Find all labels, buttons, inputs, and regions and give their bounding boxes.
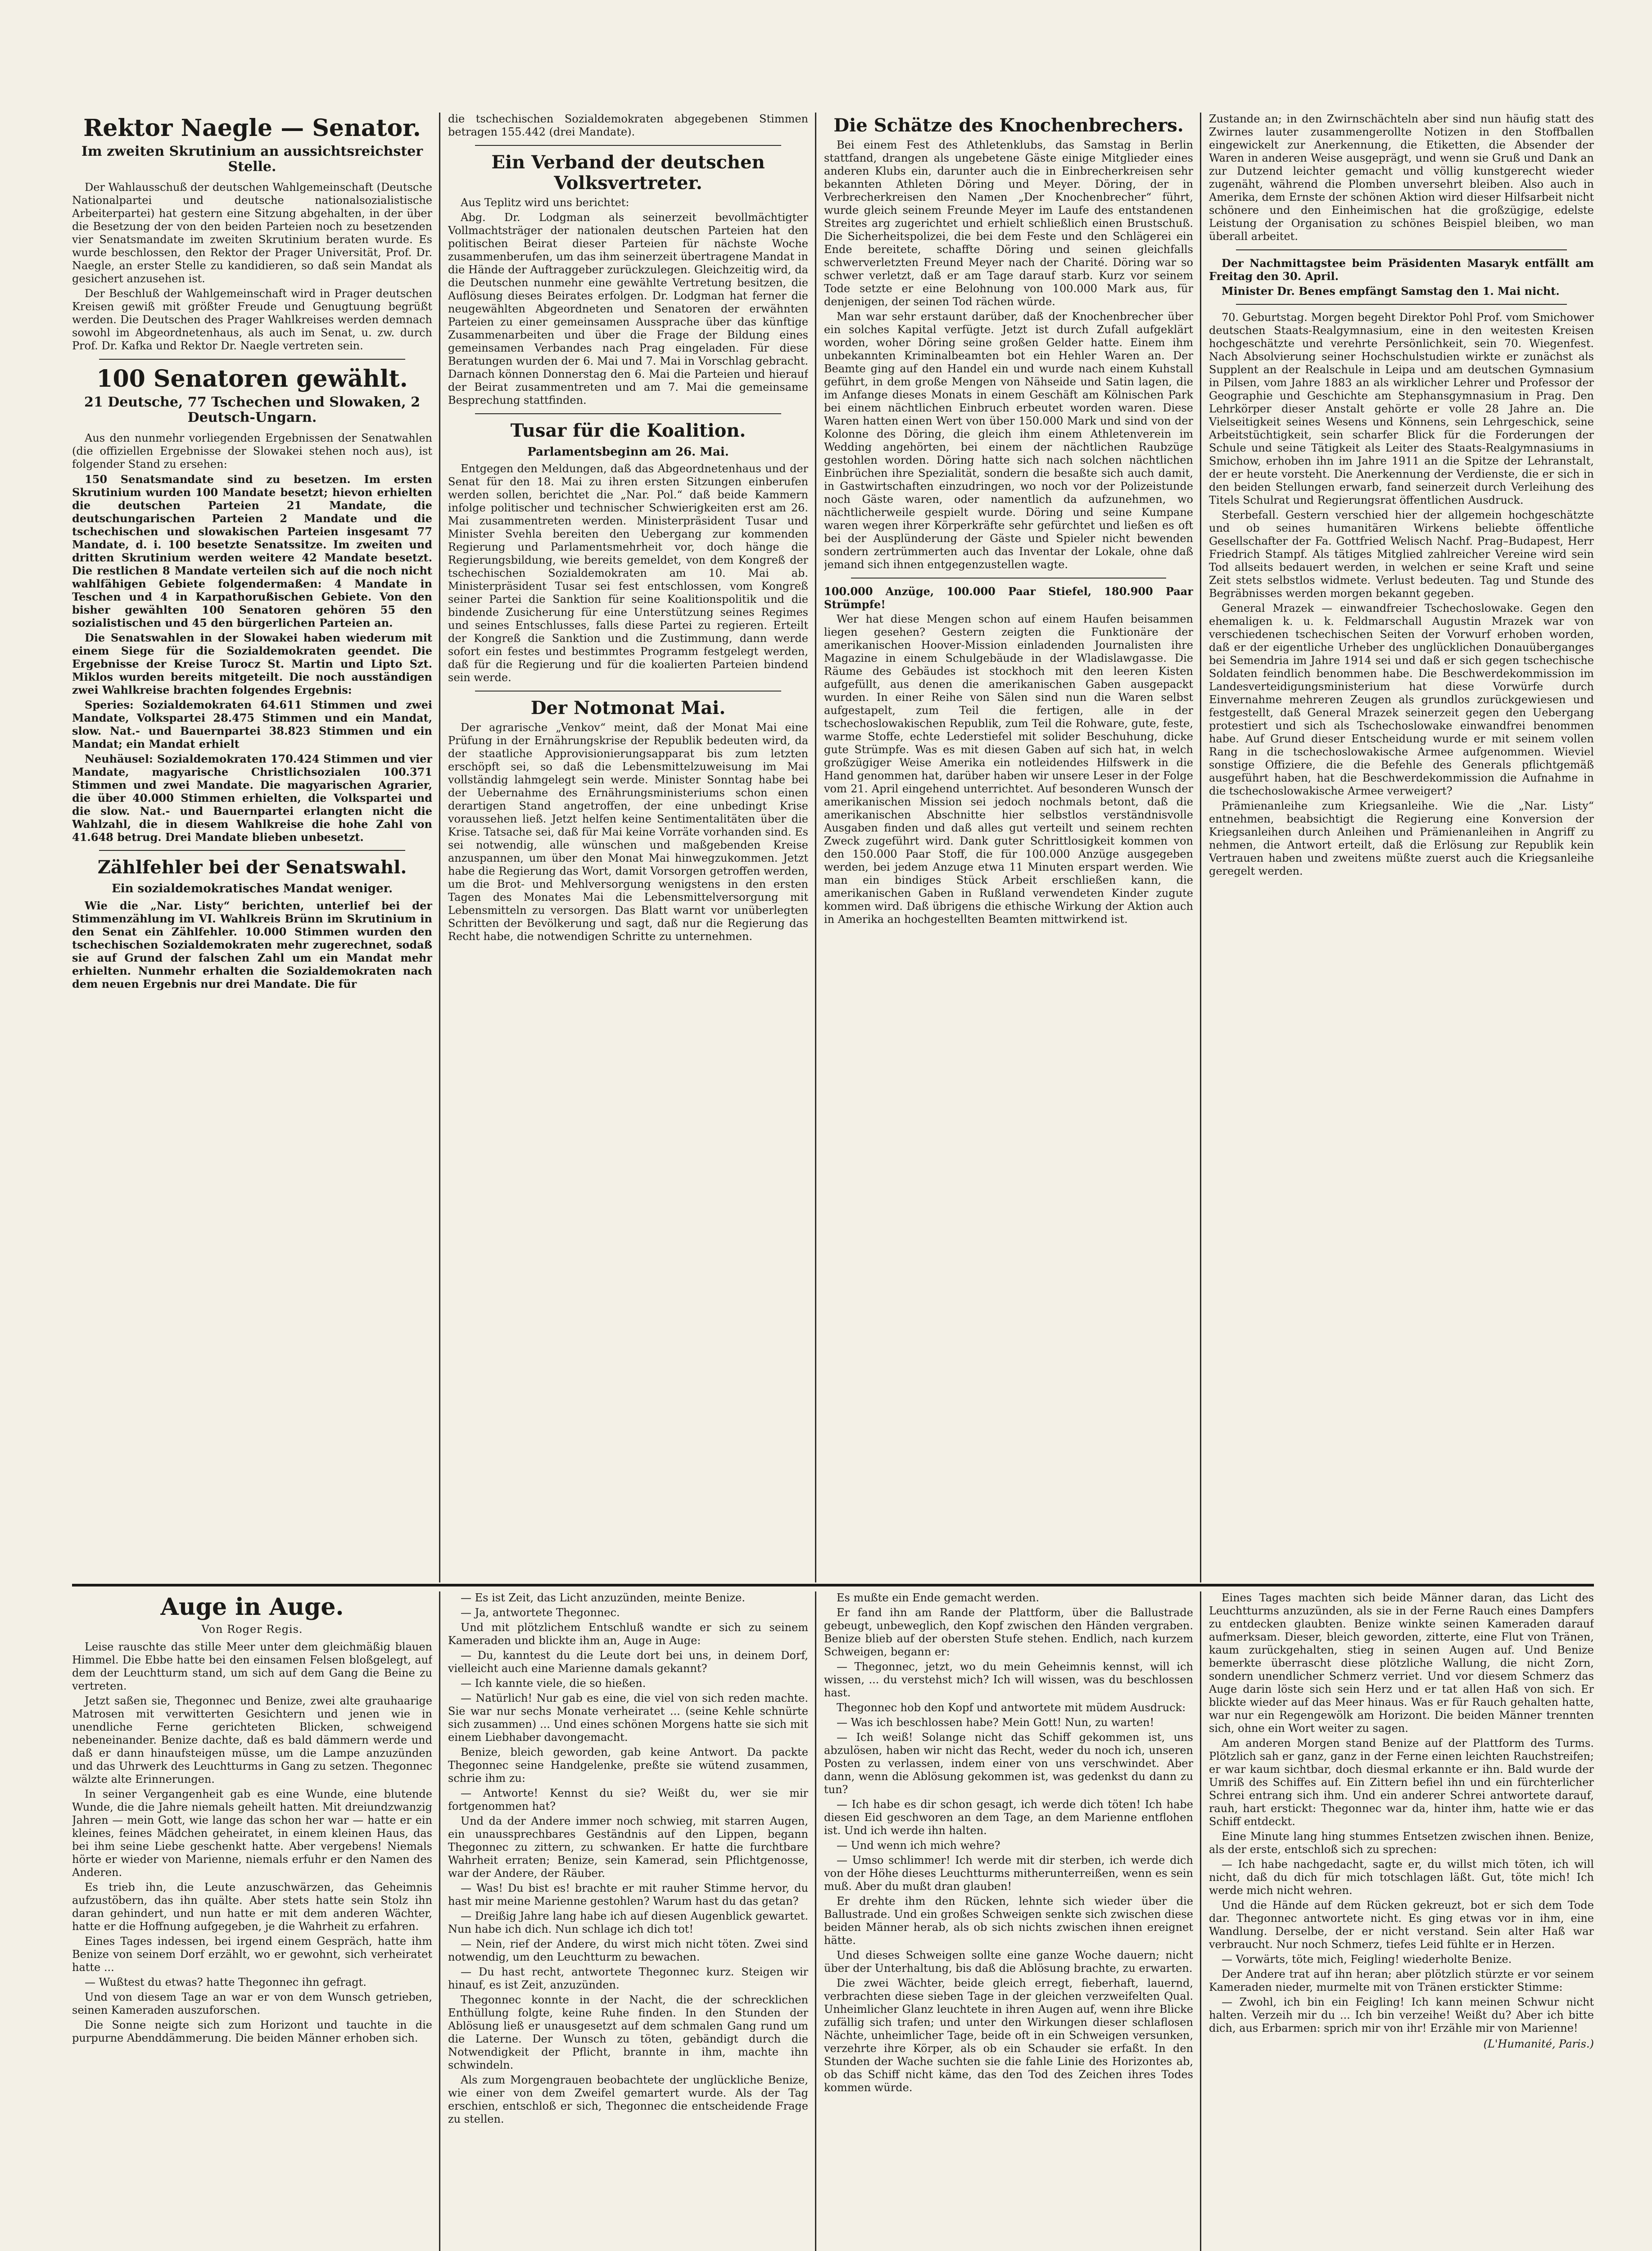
article-paragraph: Wie die „Nar. Listy“ berichten, unterlief bei der Stimmenzählung im VI. Wahlkreis Brünn im Skrutinium in den Senat ein Zählfehler. 10.000 Stimmen wurden den tschechischen Sozialdemokraten mehr zugerechnet, sodaß sie auf Grund der falschen Zahl um ein Mandat mehr erhielten. Nunmehr erhalten die Sozialdemokraten nach dem neuen Ergebnis nur drei Mandate. Die für bbox=[72, 899, 432, 990]
article-paragraph: die tschechischen Sozialdemokraten abgegebenen Stimmen betragen 155.442 (drei Mandate). bbox=[448, 113, 808, 138]
article-paragraph: Aus Teplitz wird uns berichtet: bbox=[461, 196, 629, 209]
story-paragraph: Und dieses Schweigen sollte eine ganze Woche dauern; nicht über der Unterhaltung, bis daß die Ablösung brachte, zu erwarten. bbox=[824, 1949, 1193, 1975]
story-paragraph: — Du hast recht, antwortete Thegonnec kurz. Steigen wir hinauf, es ist Zeit, anzuzünden. bbox=[448, 1966, 808, 1991]
subheadline-100-senatoren: 21 Deutsche, 77 Tschechen und Slowaken, 2 Deutsch-Ungarn. bbox=[84, 394, 420, 425]
story-paragraph: — Thegonnec, jetzt, wo du mein Geheimnis kennst, will ich wissen, ... du verstehst mich? Ich will wissen, was du beschlossen hast. bbox=[824, 1660, 1193, 1699]
column-rule bbox=[439, 113, 440, 1582]
column-rule bbox=[1200, 1591, 1201, 2251]
column-2 bbox=[448, 113, 808, 1582]
article-paragraph: Neuhäusel: Sozialdemokraten 170.424 Stimmen und vier Mandate, magyarische Christlichsozialen 100.371 Stimmen und zwei Mandate. Die magyarischen Agrarier, die über 40.000 Stimmen erhielten, die Volkspartei und die slow. Nat.- und Bauernpartei erlangten nicht die Wahlzahl, die in diesem Wahlkreise die hohe Zahl von 41.648 betrug. Drei Mandate blieben unbesetzt. bbox=[72, 752, 432, 844]
feuilleton-column-3 bbox=[824, 1591, 1193, 2251]
story-paragraph: Eine Minute lang hing stummes Entsetzen zwischen ihnen. Benize, als der erste, entschloß sich zu sprechen: bbox=[1209, 1830, 1594, 1856]
story-paragraph: — Ja, antwortete Thegonnec. bbox=[461, 1606, 620, 1619]
column-rule bbox=[815, 1591, 816, 2251]
story-paragraph: Thegonnec konnte in der Nacht, die der schrecklichen Enthüllung folgte, keine Ruhe finden. In den Stunden der Ablösung ließ er unausgesetzt auf dem schmalen Gang rund um die Laterne. Der Wunsch zu töten, gebändigt durch die Notwendigkeit der Pflicht, brannte in ihm, machte ihn schwindeln. bbox=[448, 1993, 808, 2071]
article-divider bbox=[99, 850, 405, 851]
headline-rektor-naegle: Rektor Naegle — Senator. bbox=[83, 114, 421, 142]
column-3 bbox=[824, 113, 1193, 1582]
story-paragraph: — Umso schlimmer! Ich werde mit dir sterben, ich werde dich von der Höhe dieses Leuchtturms mitherunterreißen, wenn es sein muß. Aber du mußt dran glauben! bbox=[824, 1854, 1193, 1893]
story-source: (L'Humanité, Paris.) bbox=[1483, 2038, 1594, 2050]
story-paragraph: Der Andere trat auf ihn heran; aber plötzlich stürzte er vor seinem Kameraden nieder, murmelte mit von Tränen erstickter Stimme: bbox=[1209, 1968, 1594, 1993]
story-paragraph: — Was ich beschlossen habe? Mein Gott! Nun, zu warten! bbox=[837, 1716, 1154, 1729]
story-paragraph: Es trieb ihn, die Leute anzuschwärzen, das Geheimnis aufzustöbern, das ihn quälte. Aber stets hatte sein Stolz ihn daran gehindert, und nun hatte er mit dem anderen Wächter, hatte er die Hoffnung aufgegeben, je die Wahrheit zu erfahren. bbox=[72, 1881, 432, 1933]
story-paragraph: Und da der Andere immer noch schwieg, mit starren Augen, ein unaussprechbares Geständnis auf den Lippen, begann Thegonnec zu zittern, zu schwanken. Er hatte die furchtbare Wahrheit erraten; Benize, sein Kamerad, sein Pflichtgenosse, war der Andere, der Räuber. bbox=[448, 1815, 808, 1880]
story-paragraph: Er drehte ihm den Rücken, lehnte sich wieder über die Ballustrade. Und ein großes Schweigen senkte sich zwischen diese beiden Männer herab, als ob sich nichts zwischen ihnen ereignet hätte. bbox=[824, 1895, 1193, 1947]
column-1 bbox=[72, 113, 432, 1582]
headline-anzuege: 100.000 Anzüge, 100.000 Paar Stiefel, 180.900 Paar Strümpfe! bbox=[824, 585, 1193, 611]
article-paragraph: General Mrazek — einwandfreier Tschechoslowake. Gegen den ehemaligen k. u. k. Feldmarschall Augustin Mrazek war von verschiedenen tschechischen Seiten der Vorwurf erhoben worden, daß er der eigentliche Urheber des unglücklichen Donauüberganges bei Semendria im Jahre 1914 sei und daß er sich gegen tschechische Soldaten feindlich benommen habe. Die Beschwerdekommission im Landesverteidigungsministerium hat diese Vorwürfe durch Einvernahme mehreren Zeugen als grundlos zurückgewiesen und festgestellt, daß General Mrazek seinerzeit gegen den Uebergang protestiert und sich als Tschechoslowake einwandfrei benommen habe. Auf Grund dieser Entscheidung wurde er mit seinem vollen Rang in die tschechoslowakische Armee aufgenommen. Wieviel sonstige Offiziere, die die Befehle des Generals pflichtgemäß ausgeführt haben, hat die Beschwerdekommission die Aufnahme in die tschechoslowakische Armee verweigert? bbox=[1209, 602, 1594, 797]
story-paragraph: Und mit plötzlichem Entschluß wandte er sich zu seinem Kameraden und blickte ihm an, Auge in Auge: bbox=[448, 1621, 808, 1647]
story-paragraph: In seiner Vergangenheit gab es eine Wunde, eine blutende Wunde, die die Jahre niemals geheilt hatten. Mit dreiundzwanzig Jahren — mein Gott, wie lange das schon her war — hatte er ein kleines, feines Mädchen geheiratet, in einem kleinen Haus, das bei ihm seine Liebe geschenkt hatte. Aber vergebens! Niemals hörte er wieder von Marienne, niemals erfuhr er den Namen des Anderen. bbox=[72, 1788, 432, 1879]
story-paragraph: Und die Hände auf dem Rücken gekreuzt, bot er sich dem Tode dar. Thegonnec antwortete nicht. Es ging etwas vor in ihm, eine Wandlung. Derselbe, der er nicht verstand. Sein alter Haß war verbraucht. Nur noch Schmerz, tiefes Leid fühlte er in Herzen. bbox=[1209, 1899, 1594, 1951]
article-divider bbox=[475, 691, 781, 692]
story-paragraph: Jetzt saßen sie, Thegonnec und Benize, zwei alte grauhaarige Matrosen mit verwitterten Gesichtern und jenen wie in unendliche Ferne gerichteten Blicken, schweigend nebeneinander. Benize dachte, daß es bald dämmern werde und daß er dann hinaufsteigen müsse, um die Lampe anzuzünden und das Uhrwerk des Leuchtturms in Gang zu setzen. Thegonnec wälzte alte Erinnerungen. bbox=[72, 1695, 432, 1785]
story-paragraph: Am anderen Morgen stand Benize auf der Plattform des Turms. Plötzlich sah er ganz, ganz in der Ferne einen leichten Rauchstreifen; er war kaum sichtbar, doch diesmal erkannte er ihn. Bald wurde der Umriß des Schiffes auf. Ein Zittern befiel ihn und ein fürchterlicher Schrei entrang sich ihm. Und ein anderer Schrei antwortete darauf, rauh, hart erstickt: Thegonnec war da, hinter ihm, hatte wie er das Schiff entdeckt. bbox=[1209, 1737, 1594, 1828]
story-paragraph: — Es ist Zeit, das Licht anzuzünden, meinte Benize. bbox=[461, 1591, 745, 1604]
subheadline-rektor-naegle: Im zweiten Skrutinium an aussichtsreichster Stelle. bbox=[81, 144, 423, 175]
story-paragraph: Die Sonne neigte sich zum Horizont und tauchte in die purpurne Abenddämmerung. Die beiden Männer erhoben sich. bbox=[72, 2019, 432, 2044]
article-paragraph: 150 Senatsmandate sind zu besetzen. Im ersten Skrutinium wurden 100 Mandate besetzt; hievon erhielten die deutschen Parteien 21 Mandate, die deutschungarischen Parteien 2 Mandate und die tschechischen und slowakischen Parteien insgesamt 77 Mandate, d. i. 100 besetzte Senatssitze. Im zweiten und dritten Skrutinium werden weitere 42 Mandate besetzt. Die restlichen 8 Mandate verteilen sich auf die noch nicht wahlfähigen Gebiete folgendermaßen: 4 Mandate in Teschen und 4 in Karpathorußischen Gebiete. Von den bisher gewählten 100 Senatoren gehören 55 den sozialistischen und 45 den bürgerlichen Parteien an. bbox=[72, 473, 432, 629]
story-paragraph: Es mußte ein Ende gemacht werden. bbox=[837, 1591, 1039, 1604]
section-divider bbox=[72, 1584, 1594, 1587]
article-paragraph: Sterbefall. Gestern verschied hier der allgemein hochgeschätzte und ob seines humanitären Wirkens beliebte öffentliche Gesellschafter der Fa. Gottfried Welisch Nachf. Prag–Budapest, Herr Friedrich Stampf. Als tätiges Mitglied zahlreicher Vereine wird sein Tod allseits bedauert werden, in welchen er seine Kraft und seine Zeit stets selbstlos widmete. Verlust bedeuten. Tag und Stunde des Begräbnisses werden morgen bekannt gegeben. bbox=[1209, 509, 1594, 600]
story-paragraph: — Dreißig Jahre lang habe ich auf diesen Augenblick gewartet. Nun habe ich dich. Nun schlage ich dich tot! bbox=[448, 1910, 808, 1935]
story-paragraph: Benize, bleich geworden, gab keine Antwort. Da packte Thegonnec seine Handgelenke, preßte sie wütend zusammen, schrie ihm zu: bbox=[448, 1746, 808, 1785]
feuilleton-column-1 bbox=[72, 1591, 432, 2251]
story-paragraph: Eines Tages machten sich beide Männer daran, das Licht des Leuchtturms anzuzünden, als sie in der Ferne Rauch eines Dampfers zu entdecken glaubten. Benize winkte seinen Kameraden darauf aufmerksam. Dieser, bleich geworden, zitterte, eine Flut von Tränen, kaum zurückgehalten, stieg in seinen Augen auf. Und Benize bemerkte überrascht diese plötzliche Wallung, die nicht Zorn, sondern unendlicher Schmerz verriet. Und vor diesem Schmerz das Auge darin löste sich sein Herz und er tat allen Haß von sich. Er blickte wieder auf das Meer hinaus. Was er für Rauch gehalten hatte, war nur ein Regengewölk am Horizont. Die beiden Männer trennten sich, ohne ein Wort weiter zu sagen. bbox=[1209, 1591, 1594, 1735]
story-paragraph: Und von diesem Tage an war er von dem Wunsch getrieben, seinen Kameraden auszuforschen. bbox=[72, 1991, 432, 2016]
story-paragraph: — Ich habe nachgedacht, sagte er, du willst mich töten, ich will nicht, daß du dich für mich totschlagen läßt. Gut, töte mich! Ich werde mich nicht wehren. bbox=[1209, 1858, 1594, 1897]
story-paragraph: — Vorwärts, töte mich, Feigling! wiederholte Benize. bbox=[1222, 1953, 1512, 1966]
article-paragraph: Der Beschluß der Wahlgemeinschaft wird in Prager deutschen Kreisen gewiß mit größter Freude und Genugtuung begrüßt werden. Die Deutschen des Prager Wahlkreises werden demnach sowohl im Abgeordnetenhaus, als auch im Senat, u. zw. durch Prof. Dr. Kafka und Rektor Dr. Naegle vertreten sein. bbox=[72, 287, 432, 352]
story-paragraph: Thegonnec hob den Kopf und antwortete mit müdem Ausdruck: bbox=[837, 1701, 1186, 1714]
story-paragraph: — Du, kanntest du die Leute dort bei uns, in deinem Dorf, vielleicht auch eine Marienne damals gekannt? bbox=[448, 1649, 808, 1675]
headline-verband: Ein Verband der deutschen Volksvertreter. bbox=[491, 152, 765, 194]
article-divider bbox=[1236, 304, 1567, 305]
story-paragraph: — Wußtest du etwas? hatte Thegonnec ihn gefragt. bbox=[85, 1976, 367, 1989]
feuilleton-section bbox=[72, 1591, 1594, 2251]
story-paragraph: — Was! Du bist es! brachte er mit rauher Stimme hervor, du hast mir meine Marienne gestohlen? Warum hast du das getan? bbox=[448, 1882, 808, 1907]
headline-100-senatoren: 100 Senatoren gewählt. bbox=[96, 365, 408, 393]
article-divider bbox=[851, 578, 1166, 579]
feuilleton-title: Auge in Auge. bbox=[160, 1593, 344, 1621]
article-paragraph: 70. Geburtstag. Morgen begeht Direktor Pohl Prof. vom Smichower deutschen Staats-Realgymnasium, eine in den weitesten Kreisen hochgeschätzte und verehrte Persönlichkeit, sein 70. Wiegenfest. Nach Absolvierung seiner Hochschulstudien wirkte er zunächst als Supplent an der Realschule in Leipa und am deutschen Gymnasium in Pilsen, vom Jahre 1883 an als wirklicher Lehrer und Professor der Geographie und Geschichte am Stephansgymnasium in Prag. Den Lehrkörper dieser Anstalt gehörte er volle 28 Jahre an. Die Vielseitigkeit seines Wesens und Könnens, sein Lehrgeschick, seine Arbeitstüchtigkeit, sein scharfer Blick für die Forderungen der Schule und seine Tätigkeit als Leiter des Staats-Realgymnasiums in Smichow, erhoben ihn im Jahre 1911 an die Spitze der Lehranstalt, der er heute vorsteht. Die Anerkennung der Verdienste, die er sich in den beiden Stellungen erwarb, fand seinerzeit durch Verleihung des Titels Schulrat und Regierungsrat öffentlichen Ausdruck. bbox=[1209, 311, 1594, 506]
article-paragraph: Entgegen den Meldungen, daß das Abgeordnetenhaus und der Senat für den 18. Mai zu ihren ersten Sitzungen einberufen werden sollen, berichtet die „Nar. Pol.“ daß beide Kammern infolge politischer und technischer Schwierigkeiten erst am 26. Mai zusammentreten werden. Ministerpräsident Tusar und Minister Svehla bereiten den Uebergang zur kommenden Regierung und Parlamentsmehrheit vor, doch hänge die Regierungsbildung, wie bereits gemeldet, von dem Kongreß der tschechischen Sozialdemokraten am 10. Mai ab. Ministerpräsident Tusar sei fest entschlossen, vom Kongreß seiner Partei die Sanktion für seine Koalitionspolitik und die bindende Zusicherung für eine Unterstützung seines Regimes und seines Entschlusses, falls diese Partei zu regieren. Erteilt der Kongreß die Sanktion und die Zustimmung, dann werde sofort ein festes und bestimmtes Programm festgelegt werden, daß für die Regierung und für die koalierten Parteien bindend sein werde. bbox=[448, 462, 808, 684]
story-paragraph: Leise rauschte das stille Meer unter dem gleichmäßig blauen Himmel. Die Ebbe hatte bei den einsamen Felsen bloßgelegt, auf dem der Leuchtturm stand, um sich auf dem Gang die Beine zu vertreten. bbox=[72, 1641, 432, 1692]
article-divider bbox=[1236, 249, 1567, 250]
story-paragraph: — Ich weiß! Solange nicht das Schiff gekommen ist, uns abzulösen, haben wir nicht das Recht, weder du noch ich, unseren Posten zu verlassen, indem einer von uns verschwindet. Aber dann, wenn die Ablösung gekommen ist, was gedenkst du dann zu tun? bbox=[824, 1731, 1193, 1796]
notice-paragraph: Der Nachmittagstee beim Präsidenten Masaryk entfällt am Freitag den 30. April. bbox=[1209, 257, 1594, 283]
article-paragraph: Wer hat diese Mengen schon auf einem Haufen beisammen liegen gesehen? Gestern zeigten die Funktionäre der amerikanischen Hoover-Mission einladenden Journalisten ihre Magazine in einem Schulgebäude in der Wladislawgasse. Die Räume des Gebäudes ist stockhoch mit den leeren Kisten aufgefüllt, aus denen die amerikanischen Gaben ausgepackt wurden. In einer Reihe von Sälen sind nun die Waren selbst aufgestapelt, zum Teil die fertigen, alle in der tschechoslowakischen Republik, zum Teil die Rohware, gute, feste, warme Stoffe, echte Lederstiefel mit solider Beschuhung, dicke gute Strümpfe. Was es mit diesen Gaben auf sich hat, in welch großzügiger Weise Amerika ein notleidendes Hilfswerk in die Hand genommen hat, darüber haben wir unsere Leser in der Folge vom 21. April eingehend unterrichtet. Auf besonderen Wunsch der amerikanischen Mission sei jedoch nochmals betont, daß die amerikanischen Abschnitte hier selbstlos verständnisvolle Ausgaben finden und daß alles gut verteilt und seinem rechten Zweck zugeführt wird. Dank guter Schrittlosigkeit kommen von den 150.000 Paar Stoff, die für 100.000 Anzüge ausgegeben werden, bei jedem Anzuge etwa 11 Minuten erspart werden. Wie man ein bindiges Stück Arbeit erschließen kann, die amerikanischen Gaben in Rußland verwendeten Kinder zugute kommen wird. Daß übrigens die ethische Wirkung der Aktion auch in Amerika an hochgestellten Beamten mittwirkend ist. bbox=[824, 613, 1193, 926]
feuilleton-column-2 bbox=[448, 1591, 808, 2251]
story-paragraph: — Nein, rief der Andere, du wirst mich nicht töten. Zwei sind notwendig, um den Leuchtturm zu bewachen. bbox=[448, 1938, 808, 1963]
story-paragraph: — Ich kannte viele, die so hießen. bbox=[461, 1677, 646, 1690]
article-paragraph: Prämienanleihe zum Kriegsanleihe. Wie die „Nar. Listy“ entnehmen, beabsichtigt die Regierung eine Konversion der Kriegsanleihen durch Anleihen und Prämienanleihen in Angriff zu nehmen, die Antwort erteilt, daß die Erlösung zur Republik kein Vertrauen haben und zweitens müßte zuerst auch die Kriegsanleihe geregelt werden. bbox=[1209, 800, 1594, 877]
article-paragraph: Die Senatswahlen in der Slowakei haben wiederum mit einem Siege für die Sozialdemokraten geendet. Die Ergebnisse der Kreise Turocz St. Martin und Lipto Szt. Miklos wurden bereits mitgeteilt. Die noch ausständigen zwei Wahlkreise brachten folgendes Ergebnis: bbox=[72, 631, 432, 696]
feuilleton-author: Von Roger Regis. bbox=[201, 1623, 303, 1636]
article-paragraph: Zustande an; in den Zwirnschächteln aber sind nun häufig statt des Zwirnes lauter zusammengerollte Notizen in den Stoffballen eingewickelt zur Anerkennung, die Etiketten, die Absender der Waren in anderen Weise ausgeprägt, und wenn sie Gruß und Dank an zur Dutzend leichter gemacht und völlig kunstgerecht wieder zugenäht, während die Plomben unversehrt bleiben. Also auch in Amerika, dem Ernste der schönen Aktion wird dieser Hilfsarbeit nicht schönere und den Einheimischen hat die großzügige, edelste Leistung der Organisation zu schönes Beispiel bleiben, wo man überall arbeitet. bbox=[1209, 113, 1594, 243]
story-paragraph: — Natürlich! Nur gab es eine, die viel von sich reden machte. Sie war nur sechs Monate verheiratet ... (seine Kehle schnürte sich zusammen) ... Und eines schönen Morgens hatte sie sich mit einem Liebhaber davongemacht. bbox=[448, 1692, 808, 1744]
subheadline-tusar: Parlamentsbeginn am 26. Mai. bbox=[527, 445, 729, 459]
headline-tusar: Tusar für die Koalition. bbox=[510, 420, 746, 441]
notice-paragraph: Minister Dr. Benes empfängt Samstag den 1. Mai nicht. bbox=[1222, 285, 1560, 298]
article-divider bbox=[99, 359, 405, 360]
article-paragraph: Abg. Dr. Lodgman als seinerzeit bevollmächtigter Vollmachtsträger der nationalen deutschen Parteien hat den politischen Beirat dieser Parteien für nächste Woche zusammenberufen, um das ihm seinerzeit übertragene Mandat in die Hände der Auftraggeber zurückzulegen. Gleichzeitig wird, da die Deutschen nunmehr eine gewählte Vertretung besitzen, die Auflösung dieses Beirates erfolgen. Dr. Lodgman hat ferner die neugewählten Abgeordneten und Senatoren der erwähnten Parteien zu einer gemeinsamen Aussprache über das künftige Zusammenarbeiten und über die Frage der Bildung eines gemeinsamen Verbandes nach Prag eingeladen. Für diese Beratungen wurden der 6. Mai und 7. Mai in Vorschlag gebracht. Darnach können Donnerstag den 6. Mai die Parteien und hierauf der Beirat zusammentreten und am 7. Mai die gemeinsame Besprechung stattfinden. bbox=[448, 211, 808, 407]
story-paragraph: — Antworte! Kennst du sie? Weißt du, wer sie mir fortgenommen hat? bbox=[448, 1787, 808, 1813]
feuilleton-column-4 bbox=[1209, 1591, 1594, 2251]
article-paragraph: Man war sehr erstaunt darüber, daß der Knochenbrecher über ein solches Kapital verfügte. Jetzt ist durch Zufall aufgeklärt worden, woher Döring seine großen Gelder hatte. Einem ihm unbekannten Kriminalbeamten bot ein Hehler Waren an. Der Beamte ging auf den Handel ein und wurde nach einem Kuhstall geführt, in dem große Mengen von Nähseide und Satin lagen, die im Anfange dieses Monats in einem Geschäft am Kölnischen Park bei einem nächtlichen Einbruch erbeutet worden waren. Diese Waren hatten einen Wert von über 150.000 Mark und sind von der Kolonne des Döring, die gleich ihm einem Athletenverein im Wedding angehörten, bei einem der nächtlichen Raubzüge gestohlen worden. Döring hatte sich nach solchen nächtlichen Einbrüchen ihre Spezialität, sondern die besaßte sich auch damit, in Gastwirtschaften einzudringen, wo noch vor der Polizeistunde noch Gäste waren, oder namentlich da aufzunehmen, wo nächtlicherweile gespielt wurde. Döring und seine Kumpane waren wegen ihrer Körperkräfte sehr gefürchtet und ließen es oft bei der Ausplünderung der Gäste und Spieler nicht bewenden sondern zertrümmerten auch das Inventar der Lokale, ohne daß jemand sich ihnen entgegenzustellen wagte. bbox=[824, 310, 1193, 571]
headline-notmonat: Der Notmonat Mai. bbox=[530, 697, 726, 719]
story-paragraph: — Zwohl, ich bin ein Feigling! Ich kann meinen Schwur nicht halten. Verzeih mir du ... Ich bin verzeihe! Weißt du? Aber ich bitte dich, aus Erbarmen: sprich mir von ihr! Erzähle mir von Marienne! bbox=[1209, 1996, 1594, 2034]
story-paragraph: Eines Tages indessen, bei irgend einem Gespräch, hatte ihm Benize von seinem Dorf erzählt, wo er gewohnt, sich verheiratet hatte ... bbox=[72, 1935, 432, 1974]
story-paragraph: — Und wenn ich mich wehre? bbox=[837, 1839, 1000, 1852]
column-rule bbox=[815, 113, 816, 1582]
column-rule bbox=[439, 1591, 440, 2251]
subheadline-zaehlfehler: Ein sozialdemokratisches Mandat weniger. bbox=[111, 882, 393, 895]
article-paragraph: Der Wahlausschuß der deutschen Wahlgemeinschaft (Deutsche Nationalpartei und deutsche nationalsozialistische Arbeiterpartei) hat gestern eine Sitzung abgehalten, in der über die Besetzung der von den beiden Parteien noch zu besetzenden vier Senatsmandate im zweiten Skrutinium beraten wurde. Es wurde beschlossen, den Rektor der Prager Universität, Prof. Dr. Naegle, an erster Stelle zu kandidieren, so daß sein Mandat als gesichert anzusehen ist. bbox=[72, 181, 432, 285]
column-rule bbox=[1200, 113, 1201, 1582]
news-section bbox=[72, 113, 1594, 1582]
story-paragraph: — Ich habe es dir schon gesagt, ich werde dich töten! Ich habe diesen Eid geschworen an dem Tage, an dem Marienne entflohen ist. Und ich werde ihn halten. bbox=[824, 1798, 1193, 1837]
story-paragraph: Die zwei Wächter, beide gleich erregt, fieberhaft, lauernd, verbrachten diese sieben Tage in der gleichen verzweifelten Qual. Unheimlicher Glanz leuchtete in ihren Augen auf, wenn ihre Blicke zufällig sich trafen; und unter den Wirkungen dieser schlaflosen Nächte, unheimlicher Tage, beide oft in ein Schweigen versunken, verzehrte ihre Körper, als ob ein Schauder sie erfaßt. In den Stunden der Wache suchten sie die fahle Linie des Horizontes ab, ob das Schiff nicht käme, das den Tod des Zeichen ihres Todes kommen würde. bbox=[824, 1977, 1193, 2094]
column-4 bbox=[1209, 113, 1594, 1582]
story-paragraph: Als zum Morgengrauen beobachtete der unglückliche Benize, wie einer von dem Zweifel gemartert wurde. Als der Tag erschien, entschloß er sich, Thegonnec die entscheidende Frage zu stellen. bbox=[448, 2074, 808, 2125]
headline-zaehlfehler: Zählfehler bei der Senatswahl. bbox=[97, 857, 407, 878]
headline-knochenbrecher: Die Schätze des Knochenbrechers. bbox=[833, 115, 1184, 136]
article-paragraph: Bei einem Fest des Athletenklubs, das Samstag in Berlin stattfand, drangen als ungebetene Gäste einige Mitglieder eines anderen Klubs ein, darunter auch die in Einbrecherkreisen sehr bekannten Athleten Döring und Meyer. Döring, der in Verbrecherkreisen den Namen „Der Knochenbrecher“ führt, wurde gleich seinem Freunde Meyer im Laufe des entstandenen Streites arg zugerichtet und erhielt schließlich einen Brustschuß. Die Sicherheitspolizei, die bei dem Feste und den Schlägerei ein Ende bereitete, schaffte Döring und seinen gleichfalls schwerverletzten Freund Meyer nach der Charité. Döring war so schwer verletzt, daß er am Tage darauf starb. Kurz vor seinem Tode setzte er eine Belohnung von 100.000 Mark aus, für denjenigen, der seinen Tod rächen würde. bbox=[824, 139, 1193, 308]
article-divider bbox=[475, 413, 781, 414]
article-divider bbox=[475, 145, 781, 146]
article-paragraph: Speries: Sozialdemokraten 64.611 Stimmen und zwei Mandate, Volkspartei 28.475 Stimmen und ein Mandat, slow. Nat.- und Bauernpartei 38.823 Stimmen und ein Mandat; ein Mandat erhielt bbox=[72, 698, 432, 750]
article-paragraph: Der agrarische „Venkov“ meint, daß der Monat Mai eine Prüfung in der Ernährungskrise der Republik bedeuten wird, da der staatliche Approvisionierungsapparat bis zum letzten erschöpft sei, so daß die Lebensmittelzuweisung im Mai vollständig lahmgelegt sein werde. Minister Sonntag habe bei der Uebernahme des Ernährungsministeriums schon einen derartigen Stand angetroffen, der eine unbedingt Krise voraussehen ließ. Jetzt helfen keine Sentimentalitäten über die Krise. Tatsache sei, daß für Mai keine Vorräte vorhanden sind. Es sei notwendig, alle wünschen und maßgebenden Kreise anzuspannen, um über den Monat Mai hinwegzukommen. Jetzt habe die Regierung das Wort, damit Vorsorgen getroffen werden, um die Brot- und Mehlversorgung wenigstens in den ersten Tagen des Monates Mai die Lebensmittelversorgung mit Lebensmitteln zu versorgen. Das Blatt warnt vor unüberlegten Schritten der Bevölkerung und sagt, daß nur die Regierung das Recht habe, die notwendigen Schritte zu unternehmen. bbox=[448, 721, 808, 943]
article-paragraph: Aus den nunmehr vorliegenden Ergebnissen der Senatwahlen (die offiziellen Ergebnisse der Slowakei stehen noch aus), ist folgender Stand zu ersehen: bbox=[72, 432, 432, 470]
story-paragraph: Er fand ihn am Rande der Plattform, über die Ballustrade gebeugt, unbeweglich, den Kopf zwischen den Händen vergraben. Benize blieb auf der obersten Stufe stehen. Endlich, nach kurzem Schweigen, begann er: bbox=[824, 1606, 1193, 1658]
newspaper-page bbox=[72, 113, 1594, 2251]
